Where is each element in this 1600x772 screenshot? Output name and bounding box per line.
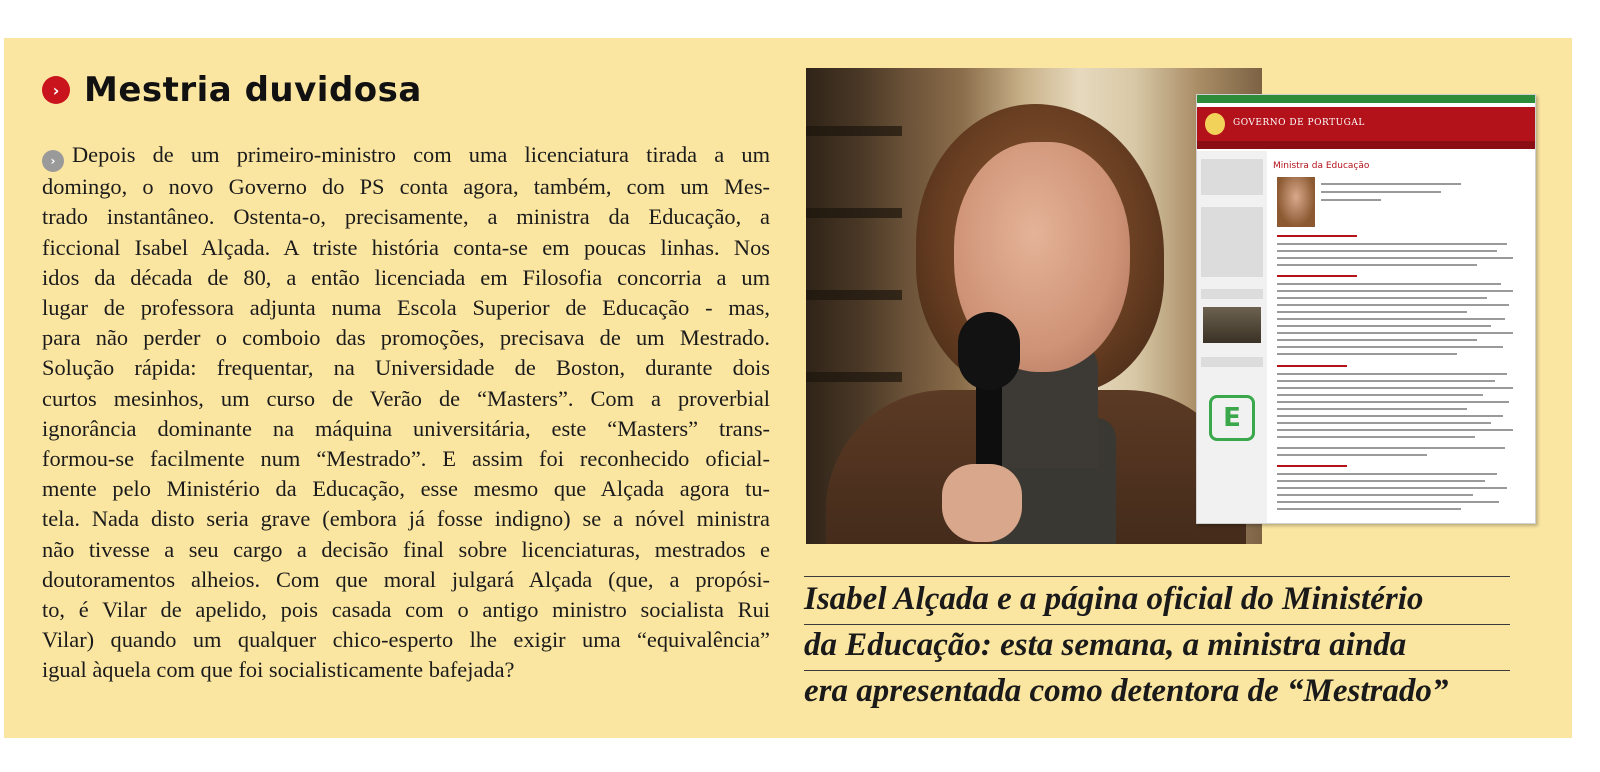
text-line	[1277, 480, 1485, 482]
text-line	[1321, 183, 1461, 185]
bookshelf	[806, 290, 902, 300]
caption-line: Isabel Alçada e a página oficial do Ministério	[804, 581, 1424, 617]
portugal-emblem-icon	[1205, 113, 1225, 135]
text-line	[1277, 325, 1491, 327]
body-line: to, é Vilar de apelido, pois casada com o antigo ministro socialista Rui	[42, 596, 770, 622]
body-line: mente pelo Ministério da Educação, esse mesmo que Alçada agora tu-	[42, 476, 770, 502]
text-line	[1277, 401, 1509, 403]
bookshelf	[806, 126, 902, 136]
text-line	[1277, 415, 1503, 417]
caption-line: da Educação: esta semana, a ministra ainda	[804, 627, 1407, 663]
text-line	[1277, 243, 1507, 245]
text-line	[1277, 373, 1507, 375]
photo-caption	[804, 576, 1532, 714]
text-line	[1277, 339, 1477, 341]
webpage-page-title: Ministra da Educação	[1273, 161, 1370, 171]
webpage-header	[1197, 107, 1535, 141]
body-line: Solução rápida: frequentar, na Universidade de Boston, durante dois	[42, 355, 770, 381]
body-line: curtos mesinhos, um curso de Verão de “Masters”. Com a proverbial	[42, 385, 770, 411]
text-line	[1277, 422, 1491, 424]
text-line	[1277, 380, 1495, 382]
sidebar-block	[1201, 289, 1263, 299]
text-line	[1321, 191, 1441, 193]
body-line: para não perder o comboio das promoções, precisava de um Mestrado.	[42, 325, 770, 351]
body-line: Vilar) quando um qualquer chico-esperto lhe exigir uma “equivalência”	[42, 627, 770, 653]
text-line	[1277, 290, 1513, 292]
text-line	[1277, 487, 1507, 489]
text-line	[1277, 311, 1467, 313]
bookshelf	[806, 372, 902, 382]
body-line: › Depois de um primeiro-ministro com uma licenciatura tirada a um	[42, 140, 770, 172]
body-line: formou-se facilmente num “Mestrado”. E assim foi reconhecido oficial-	[42, 445, 770, 471]
body-line: tela. Nada disto seria grave (embora já fosse indigno) se a nóvel ministra	[42, 506, 770, 532]
body-line: domingo, o novo Governo do PS conta agora, também, com um Mes-	[42, 174, 770, 200]
minister-photo	[806, 68, 1262, 544]
text-line	[1277, 436, 1475, 438]
text-line	[1277, 429, 1513, 431]
article-title: Mestria duvidosa	[84, 70, 422, 110]
webpage-nav	[1197, 141, 1535, 149]
title-bullet-icon: ›	[42, 76, 70, 104]
article-body	[42, 140, 770, 686]
sidebar-block	[1201, 159, 1263, 195]
body-line: não tivesse a seu cargo a decisão final sobre licenciaturas, mestrados e	[42, 536, 770, 562]
text-line	[1277, 250, 1497, 252]
sidebar-block	[1201, 207, 1263, 277]
text-line	[1277, 332, 1513, 334]
sidebar-block	[1201, 357, 1263, 367]
education-logo-icon: E	[1209, 395, 1255, 441]
bookshelf	[806, 208, 902, 218]
webpage-thumbnail	[1203, 307, 1261, 343]
body-line: doutoramentos alheios. Com que moral julgará Alçada (que, a propósi-	[42, 566, 770, 592]
text-line	[1277, 353, 1457, 355]
text-line	[1277, 264, 1477, 266]
body-line: lugar de professora adjunta numa Escola Superior de Educação - mas,	[42, 294, 770, 320]
body-bullet-icon: ›	[42, 150, 64, 172]
body-line: idos da década de 80, a então licenciada em Filosofia concorria a um	[42, 264, 770, 290]
microphone-icon	[958, 312, 1020, 390]
webpage-topbar	[1197, 95, 1535, 103]
text-line	[1277, 394, 1483, 396]
text-line	[1277, 318, 1505, 320]
text-line	[1277, 257, 1513, 259]
text-line	[1277, 408, 1467, 410]
text-line	[1277, 304, 1509, 306]
text-line	[1277, 297, 1487, 299]
body-line: ficcional Isabel Alçada. A triste história conta-se em poucas linhas. Nos	[42, 234, 770, 260]
text-line	[1277, 365, 1347, 367]
body-line: igual àquela com que foi socialisticamente bafejada?	[42, 657, 515, 683]
webpage-portrait	[1277, 177, 1315, 227]
body-line: ignorância dominante na máquina universitária, este “Masters” trans-	[42, 415, 770, 441]
ministry-webpage-screenshot	[1196, 94, 1536, 524]
text-line	[1277, 501, 1499, 503]
text-line	[1277, 346, 1503, 348]
text-line	[1277, 473, 1497, 475]
text-line	[1277, 494, 1473, 496]
text-line	[1277, 235, 1357, 237]
text-line	[1277, 283, 1501, 285]
hand	[942, 464, 1022, 542]
text-line	[1277, 454, 1427, 456]
text-line	[1277, 508, 1461, 510]
article-heading	[42, 66, 422, 114]
text-line	[1277, 447, 1505, 449]
text-line	[1321, 199, 1381, 201]
text-line	[1277, 387, 1513, 389]
text-line	[1277, 275, 1357, 277]
text-line	[1277, 465, 1347, 467]
caption-line: era apresentada como detentora de “Mestrado”	[804, 673, 1449, 709]
body-line: trado instantâneo. Ostenta-o, precisamente, a ministra da Educação, a	[42, 204, 770, 230]
webpage-header-text: GOVERNO DE PORTUGAL	[1233, 118, 1365, 128]
